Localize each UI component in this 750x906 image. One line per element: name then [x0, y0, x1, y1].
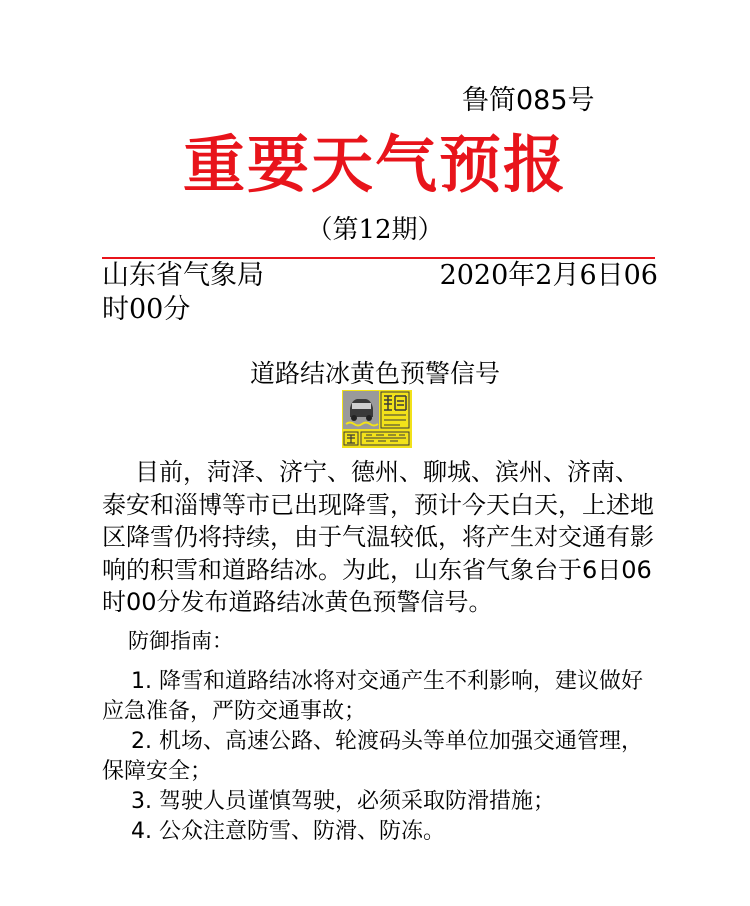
document-number: 鲁简085号	[462, 85, 595, 116]
road-icing-yellow-warning-icon	[342, 390, 412, 448]
issue-date: 2020年2月6日06	[439, 260, 658, 291]
forecast-body	[102, 456, 658, 847]
guide-item: 1. 降雪和道路结冰将对交通产生不利影响，建议做好应急准备，严防交通事故；	[102, 668, 643, 724]
issuer-block	[102, 259, 658, 327]
signal-title: 道路结冰黄色预警信号	[249, 359, 500, 388]
guide-item: 3. 驾驶人员谨慎驾驶，必须采取防滑措施；	[131, 788, 555, 814]
issue-time: 时00分	[102, 294, 191, 325]
forecast-paragraph: 目前，菏泽、济宁、德州、聊城、滨州、济南、泰安和淄博等市已出现降雪，预计今天白天，上述地区降雪仍将持续，由于气温较低，将产生对交通有影响的积雪和道路结冰。为此，山东省气象台于6日06时00分发布道路结冰黄色预警信号。	[102, 458, 654, 617]
defense-guide-heading: 防御指南：	[128, 628, 233, 653]
document-title: 重要天气预报	[182, 128, 567, 201]
guide-item: 4. 公众注意防雪、防滑、防冻。	[131, 818, 445, 844]
issuer-line	[102, 259, 658, 293]
guide-item: 2. 机场、高速公路、轮渡码头等单位加强交通管理，保障安全；	[102, 728, 643, 784]
issuer-name: 山东省气象局	[102, 260, 264, 291]
issue-number: （第12期）	[306, 215, 444, 245]
